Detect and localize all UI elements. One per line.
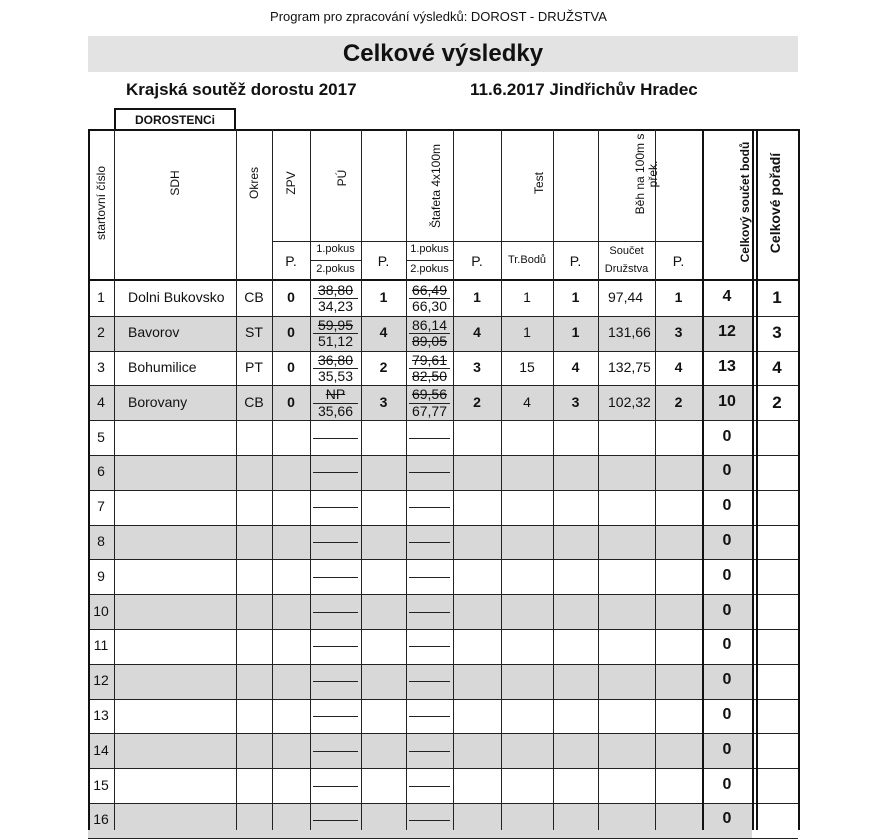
main-title: Celkové výsledky [88,36,798,72]
header-test: Test [532,172,546,195]
row-startovni-cislo: 14 [93,741,109,758]
row-beh: 102,32 [608,393,651,410]
row-pu-pokus1: NP [325,386,346,403]
row-st-pokus2: 66,30 [411,298,448,315]
row-st-pokus1: 86,14 [411,316,448,333]
row-pu-p: 3 [379,393,388,410]
row-beh-p: 1 [674,289,683,306]
row-pu-pokus2: 35,66 [317,402,354,419]
header-celkovy-soucet: Celkový součet bodů [737,141,752,263]
header-pu: PÚ [334,169,349,187]
row-startovni-cislo: 11 [93,637,109,654]
row-pu-pokus1: 36,80 [317,351,354,368]
row-startovni-cislo: 2 [97,324,105,341]
row-test-p: 1 [571,324,580,341]
row-zpv: 0 [287,359,295,375]
row-line [88,525,798,526]
column-line [114,129,115,830]
pu-split-line [313,542,358,543]
row-line [88,455,798,456]
header-sdh: SDH [168,170,182,196]
header-tr-bodu: Tr.Bodů [507,254,547,266]
row-startovni-cislo: 8 [97,533,105,549]
row-sdh: Dolni Bukovsko [128,289,225,306]
row-st-p: 2 [473,393,481,410]
row-total: 0 [722,740,732,758]
row-zpv: 0 [287,289,295,306]
row-beh: 131,66 [608,324,651,341]
row-startovni-cislo: 1 [97,289,105,306]
row-total: 0 [722,636,732,654]
row-startovni-cislo: 5 [97,428,105,445]
row-pu-p: 1 [379,289,388,306]
header-pu-pokus2: 2.pokus [316,263,355,275]
pu-split-line [313,646,358,647]
row-st-p: 4 [473,324,481,341]
date-place: 11.6.2017 Jindřichův Hradec [470,80,698,99]
pu-split-line [313,716,358,717]
row-total: 13 [718,358,736,375]
st-split-line [409,751,450,752]
row-startovni-cislo: 9 [97,567,105,584]
row-beh-p: 3 [674,324,683,341]
row-line [88,629,798,630]
row-st-pokus2: 82,50 [411,368,448,384]
header-bottom-border [88,279,798,281]
row-pu-p: 2 [379,359,388,375]
row-st-p: 1 [473,289,481,306]
row-st-p: 3 [473,359,481,375]
row-beh-p: 4 [674,359,683,375]
pu-split-line [313,472,358,473]
column-line [752,129,754,830]
row-startovni-cislo: 3 [97,359,105,375]
row-total: 0 [722,671,732,689]
row-total: 4 [722,288,732,306]
column-line [798,129,800,830]
competition-name: Krajská soutěž dorostu 2017 [126,80,357,99]
row-line [88,768,798,769]
header-pu-p: P. [377,253,390,269]
column-line [655,129,656,830]
row-beh: 132,75 [608,359,651,375]
row-total: 12 [718,323,736,341]
row-total: 0 [722,462,732,480]
header-st-p: P. [471,253,483,269]
header-okres: Okres [247,167,261,200]
row-st-pokus1: 69,56 [411,386,448,403]
st-split-line [409,438,450,439]
row-pu-p: 4 [379,324,388,341]
row-zpv: 0 [287,393,295,410]
row-pu-pokus1: 38,80 [317,282,354,298]
column-line [361,129,362,830]
st-pokus-line [406,260,453,261]
category-tab: DOROSTENCi [114,108,236,129]
row-startovni-cislo: 13 [93,707,109,723]
row-rank: 1 [772,288,782,308]
row-line [88,594,798,595]
header-pu-pokus1: 1.pokus [316,243,355,255]
column-line [453,129,454,830]
row-test: 15 [519,359,535,375]
st-split-line [409,681,450,682]
row-total: 0 [722,427,732,445]
row-total: 0 [722,775,732,793]
row-pu-pokus2: 35,53 [317,368,354,384]
pu-split-line [313,786,358,787]
row-beh-p: 2 [674,393,683,410]
row-total: 0 [722,566,732,584]
row-zpv: 0 [287,324,295,341]
row-sdh: Bohumilice [128,359,197,375]
row-beh: 97,44 [608,289,644,306]
column-line [236,129,237,830]
column-line [553,129,554,830]
row-rank: 3 [772,323,782,343]
row-sdh: Borovany [128,393,188,410]
subheader-line [272,241,702,242]
st-split-line [409,507,450,508]
pu-split-line [313,507,358,508]
row-total: 0 [722,706,732,723]
row-sdh: Bavorov [128,324,180,341]
row-rank: 4 [772,358,782,377]
row-total: 0 [722,532,732,549]
row-st-pokus2: 67,77 [411,402,448,419]
header-st-pokus1: 1.pokus [410,243,449,255]
st-split-line [409,577,450,578]
st-split-line [409,820,450,821]
row-test-p: 4 [571,359,580,375]
header-st-pokus2: 2.pokus [410,263,449,275]
st-split-line [409,542,450,543]
column-line [501,129,502,830]
column-line [756,129,758,830]
st-split-line [409,612,450,613]
header-stafeta: Štafeta 4x100m [428,143,443,229]
row-total: 10 [718,392,736,410]
row-startovni-cislo: 4 [97,393,105,410]
row-pu-pokus2: 34,23 [317,298,354,315]
row-total: 0 [722,810,732,828]
header-beh: Běh na 100m s přek. [632,133,660,215]
row-total: 0 [722,497,732,515]
header-zpv: ZPV [284,171,298,195]
row-test-p: 1 [571,289,580,306]
header-celkove-poradi: Celkové pořadí [767,152,783,254]
row-line [88,664,798,665]
row-rank: 2 [772,392,782,412]
header-zpv-p: P. [285,253,297,269]
column-line [406,129,407,830]
header-druzstva: Družstva [604,263,649,275]
pu-split-line [313,751,358,752]
st-split-line [409,646,450,647]
row-okres: ST [245,324,263,341]
row-test-p: 3 [571,393,580,410]
row-line [88,733,798,734]
column-line [598,129,599,830]
st-split-line [409,786,450,787]
row-okres: PT [245,359,263,375]
row-line [88,559,798,560]
row-test: 1 [523,289,531,306]
column-line [88,129,90,830]
st-split-line [409,716,450,717]
row-line [88,803,798,804]
column-line [310,129,311,830]
header-startovni-cislo: startovní číslo [94,165,108,241]
pu-split-line [313,820,358,821]
row-pu-pokus1: 59,95 [317,316,354,333]
row-okres: CB [244,393,264,410]
row-startovni-cislo: 6 [97,463,105,480]
row-line [88,490,798,491]
header-soucet: Součet [609,245,644,257]
row-startovni-cislo: 12 [93,672,109,689]
row-line [88,420,798,421]
header-test-p: P. [569,253,582,269]
column-line [272,129,273,830]
row-st-pokus2: 89,05 [411,333,448,350]
row-st-pokus1: 66,49 [411,282,448,298]
row-pu-pokus2: 51,12 [317,333,354,350]
row-startovni-cislo: 7 [97,498,105,515]
row-st-pokus1: 79,61 [411,351,448,368]
pu-pokus-line [310,260,361,261]
row-startovni-cislo: 15 [93,776,109,793]
pu-split-line [313,612,358,613]
pu-split-line [313,577,358,578]
results-table [88,129,798,830]
row-line [88,699,798,700]
row-startovni-cislo: 10 [93,602,109,619]
row-startovni-cislo: 16 [93,811,109,828]
pu-split-line [313,438,358,439]
st-split-line [409,472,450,473]
table-top-border [88,129,798,131]
row-total: 0 [722,601,732,619]
row-test: 1 [523,324,531,341]
header-beh-p: P. [672,253,685,269]
program-title: Program pro zpracování výsledků: DOROST - DRUŽSTVA [270,9,607,24]
pu-split-line [313,681,358,682]
row-test: 4 [523,393,531,410]
row-okres: CB [244,289,264,306]
